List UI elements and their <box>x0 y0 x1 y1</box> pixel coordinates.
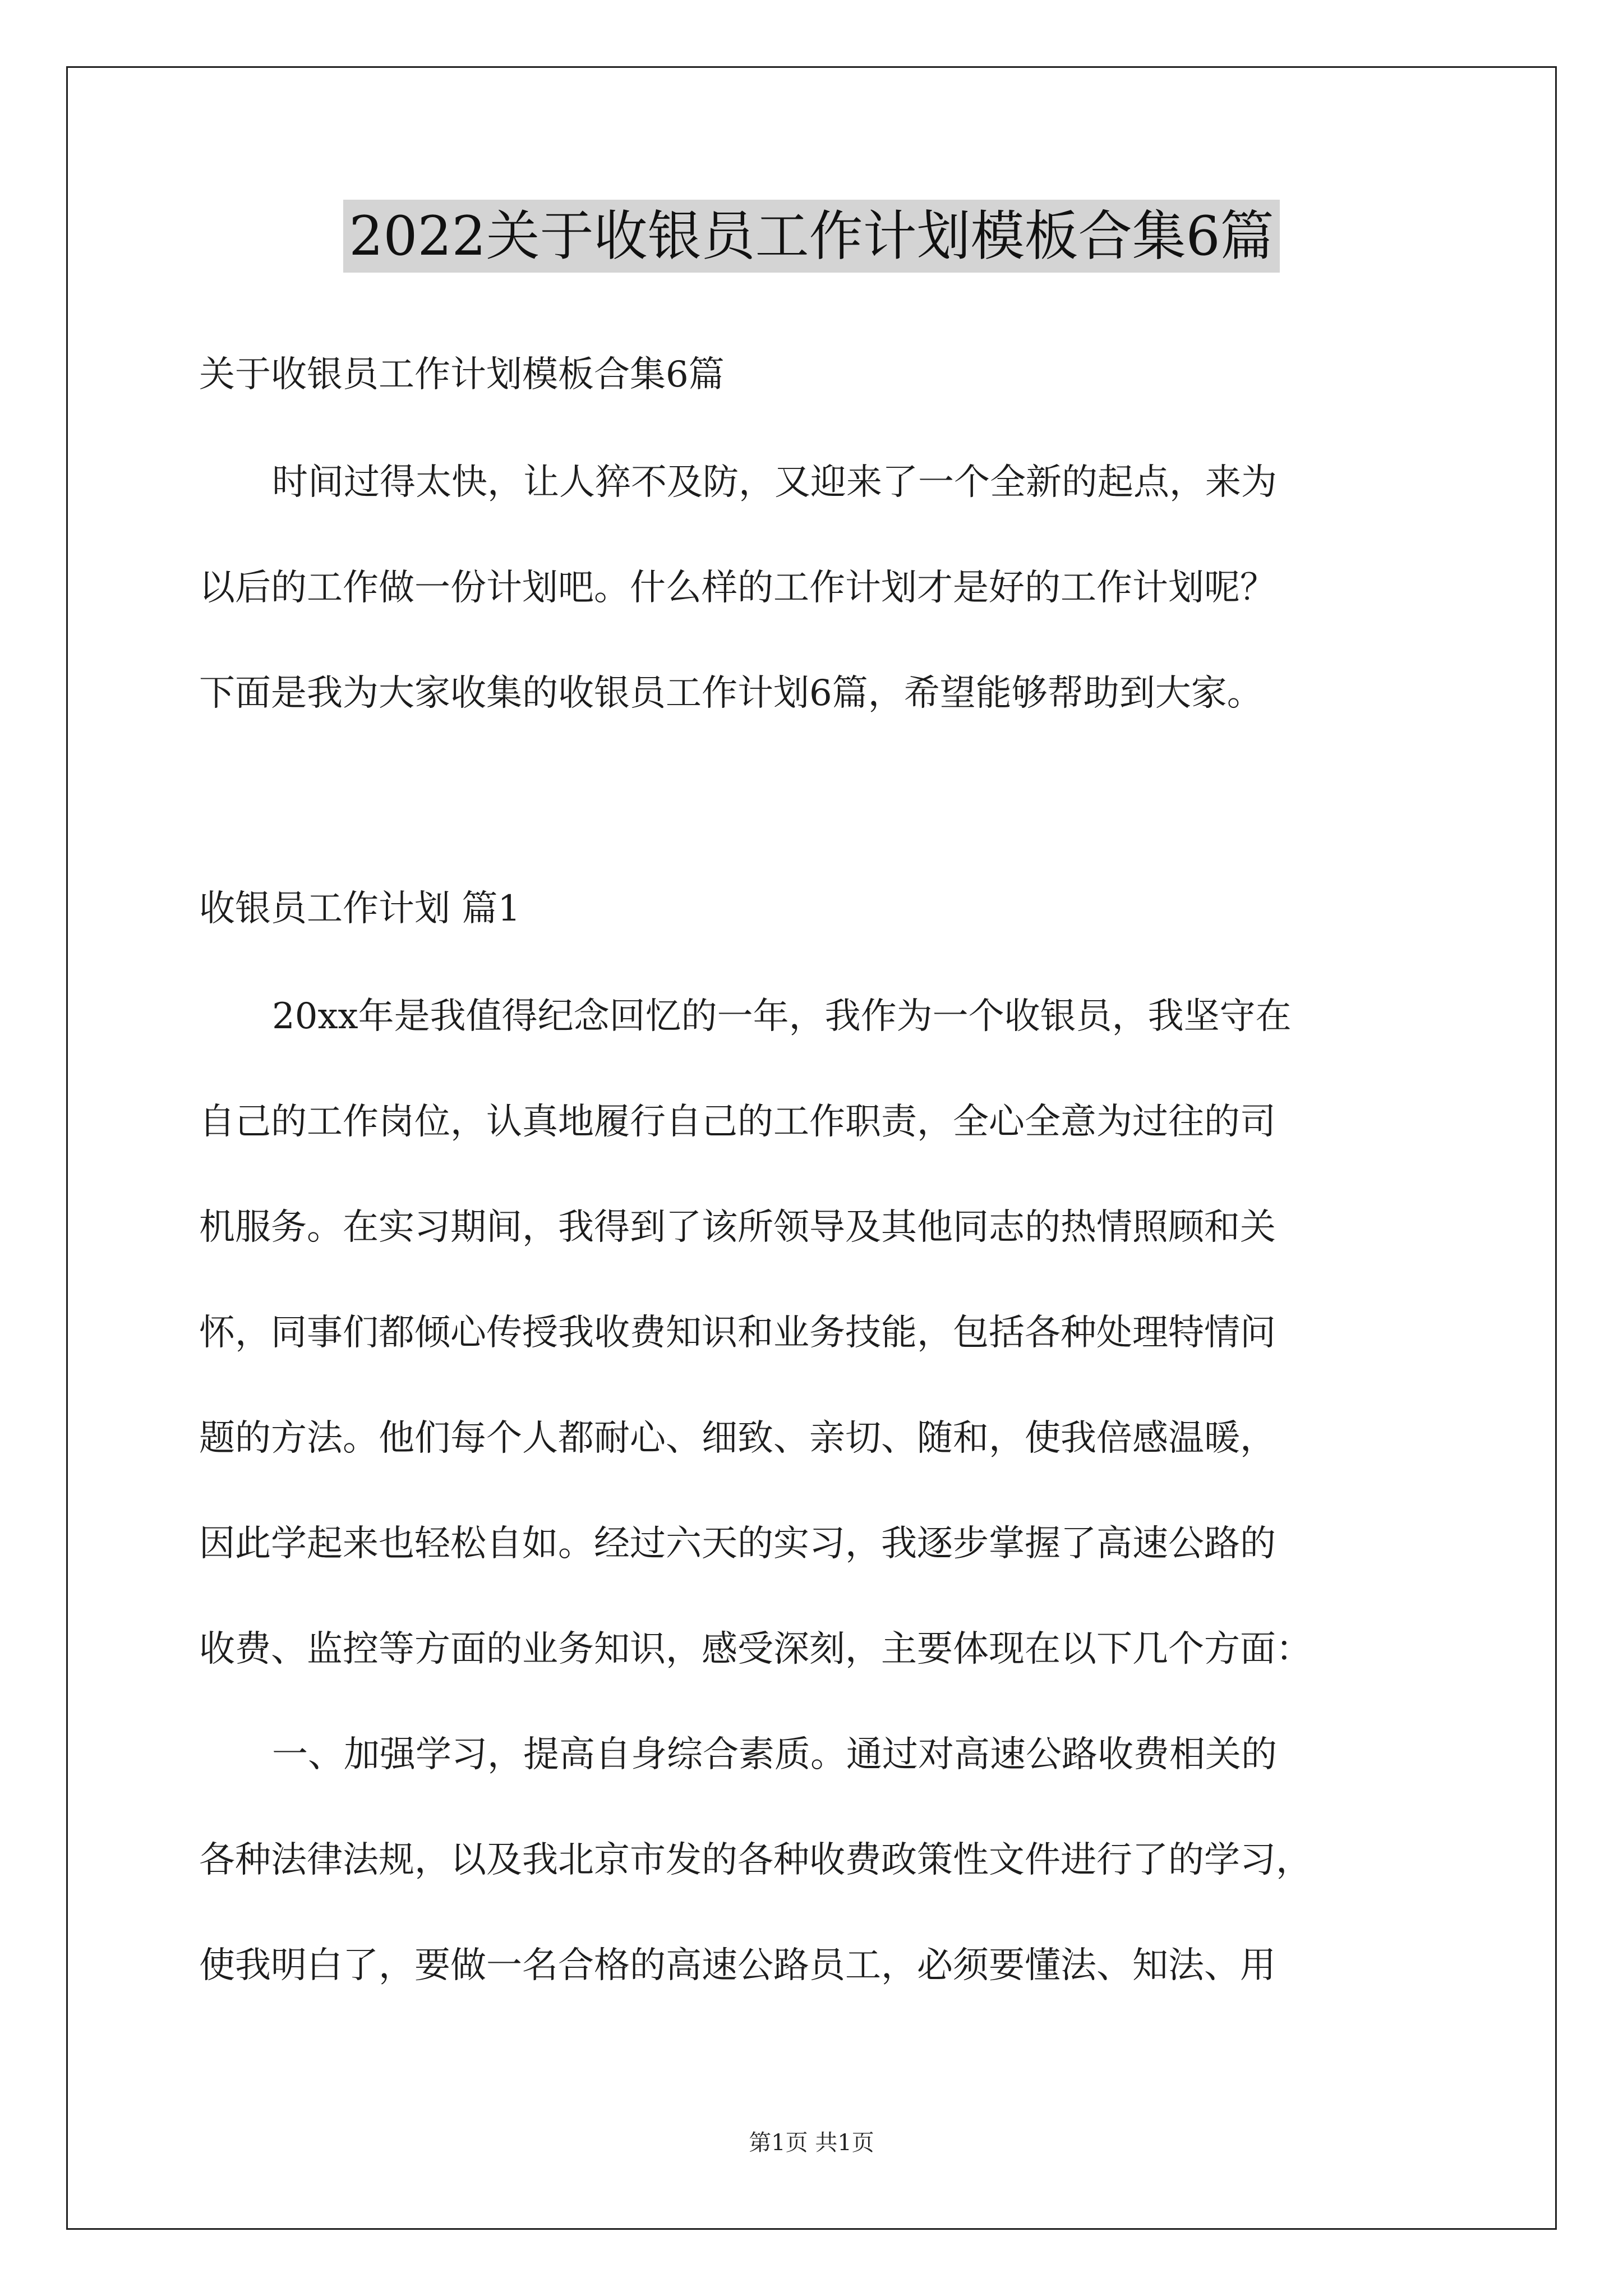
intro-line: 下面是我为大家收集的收银员工作计划6篇，希望能够帮助到大家。 <box>199 673 1263 714</box>
document-title <box>0 200 1623 273</box>
section-heading: 收银员工作计划 篇1 <box>199 888 521 930</box>
page-footer: 第1页 共1页 <box>749 2130 874 2156</box>
body-line: 20xx年是我值得纪念回忆的一年，我作为一个收银员，我坚守在 <box>272 996 1292 1037</box>
document-title-text: 2022关于收银员工作计划模板合集6篇 <box>343 200 1279 273</box>
intro-line: 以后的工作做一份计划吧。什么样的工作计划才是好的工作计划呢？ <box>199 567 1276 609</box>
body-line: 各种法律法规，以及我北京市发的各种收费政策性文件进行了的学习， <box>199 1839 1312 1881</box>
body-line: 收费、监控等方面的业务知识，感受深刻，主要体现在以下几个方面： <box>199 1628 1312 1670</box>
body-line: 使我明白了，要做一名合格的高速公路员工，必须要懂法、知法、用 <box>199 1945 1276 1986</box>
body-line: 自己的工作岗位，认真地履行自己的工作职责，全心全意为过往的司 <box>199 1101 1276 1143</box>
body-line: 机服务。在实习期间，我得到了该所领导及其他同志的热情照顾和关 <box>199 1207 1276 1248</box>
body-line: 因此学起来也轻松自如。经过六天的实习，我逐步掌握了高速公路的 <box>199 1523 1276 1565</box>
intro-line: 时间过得太快，让人猝不及防，又迎来了一个全新的起点，来为 <box>272 462 1277 503</box>
document-subtitle: 关于收银员工作计划模板合集6篇 <box>199 354 725 395</box>
body-line: 怀，同事们都倾心传授我收费知识和业务技能，包括各种处理特情问 <box>199 1312 1276 1354</box>
body-line: 题的方法。他们每个人都耐心、细致、亲切、随和，使我倍感温暖， <box>199 1418 1276 1459</box>
body-line: 一、加强学习，提高自身综合素质。通过对高速公路收费相关的 <box>272 1734 1277 1775</box>
